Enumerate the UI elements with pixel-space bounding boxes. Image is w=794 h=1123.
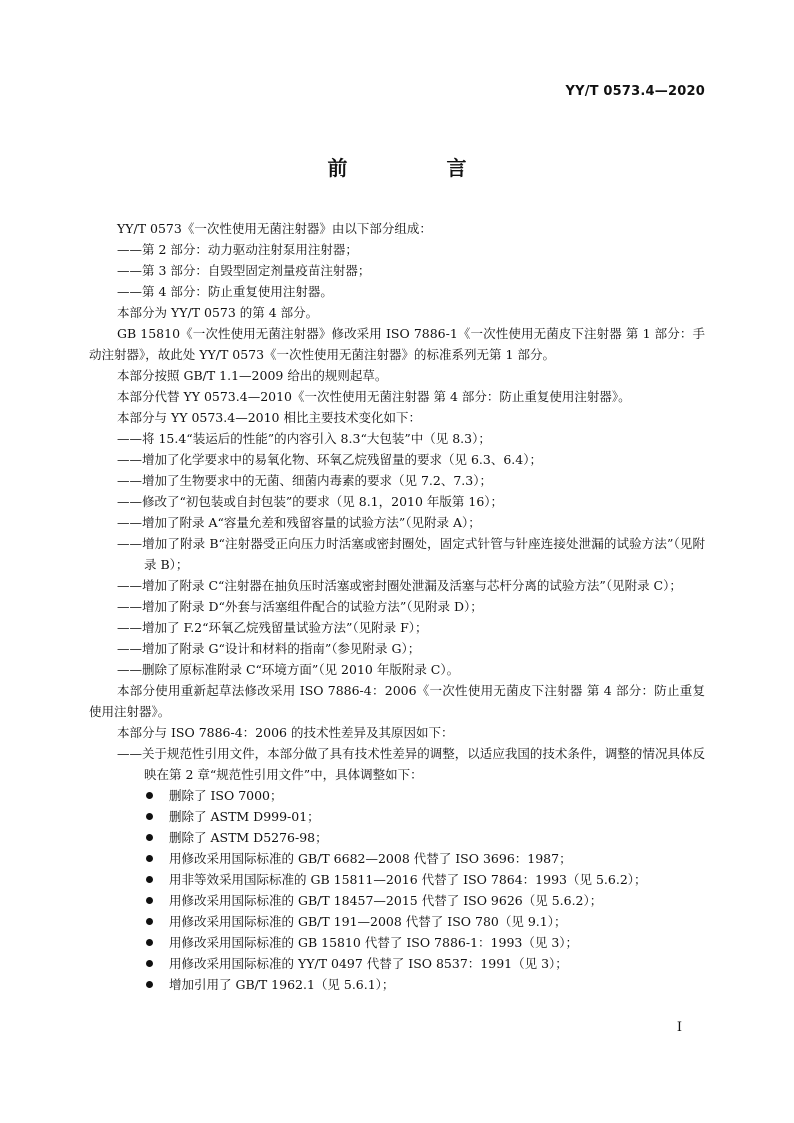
bullet-item [89,974,705,995]
bullet-item [89,785,705,806]
dash-list-item: ——关于规范性引用文件，本部分做了具有技术性差异的调整，以适应我国的技术条件，调整的情况具体反映在第 2 章“规范性引用文件”中，具体调整如下： [117,746,705,782]
bullet-dot-icon [146,876,153,883]
paragraph: 本部分使用重新起草法修改采用 ISO 7886-4：2006《一次性使用无菌皮下注射器 第 4 部分：防止重复使用注射器》。 [89,683,705,719]
paragraph: YY/T 0573《一次性使用无菌注射器》由以下部分组成： [117,221,432,236]
dash-list-item: ——增加了生物要求中的无菌、细菌内毒素的要求（见 7.2、7.3）； [117,473,492,488]
paragraph: 本部分与 YY 0573.4—2010 相比主要技术变化如下： [117,410,421,425]
paragraph: 本部分按照 GB/T 1.1—2009 给出的规则起草。 [117,368,388,383]
bullet-text: 增加引用了 GB/T 1962.1（见 5.6.1）； [169,977,395,992]
bullet-dot-icon [146,792,153,799]
paragraph: GB 15810《一次性使用无菌注射器》修改采用 ISO 7886-1《一次性使用无菌皮下注射器 第 1 部分：手动注射器》，故此处 YY/T 0573《一次性使用无菌注射器》的标准系列无第 1 部分。 [89,326,705,362]
dash-list-item: ——删除了原标准附录 C“环境方面”（见 2010 年版附录 C）。 [117,662,460,677]
dash-list-item: ——增加了附录 B“注射器受正向压力时活塞或密封圈处，固定式针管与针座连接处泄漏的试验方法”（见附录 B）； [117,536,705,572]
dash-list-item: ——增加了附录 A“容量允差和残留容量的试验方法”（见附录 A）； [117,515,481,530]
bullet-text: 删除了 ASTM D5276-98； [169,830,328,845]
paragraph: 本部分代替 YY 0573.4—2010《一次性使用无菌注射器 第 4 部分：防止重复使用注射器》。 [117,389,631,404]
dash-list-item: ——增加了附录 C“注射器在抽负压时活塞或密封圈处泄漏及活塞与芯杆分离的试验方法”（见附录 C）； [117,578,682,593]
bullet-text: 删除了 ASTM D999-01； [169,809,320,824]
bullet-dot-icon [146,897,153,904]
bullet-item [89,932,705,953]
bullet-text: 用修改采用国际标准的 YY/T 0497 代替了 ISO 8537：1991（见 3）； [169,956,568,971]
page-title: 前 言 [327,156,513,180]
bullet-item [89,827,705,848]
bullet-dot-icon [146,834,153,841]
bullet-item [89,953,705,974]
dash-list-item: ——增加了化学要求中的易氧化物、环氧乙烷残留量的要求（见 6.3、6.4）； [117,452,542,467]
bullet-dot-icon [146,918,153,925]
bullet-dot-icon [146,981,153,988]
bullet-dot-icon [146,855,153,862]
dash-list-item: ——第 3 部分：自毁型固定剂量疫苗注射器； [117,263,371,278]
bullet-text: 用修改采用国际标准的 GB 15810 代替了 ISO 7886-1：1993（见 3）； [169,935,579,950]
bullet-text: 用修改采用国际标准的 GB/T 191—2008 代替了 ISO 780（见 9.1）； [169,914,567,929]
bullet-dot-icon [146,813,153,820]
bullet-item [89,911,705,932]
dash-list-item: ——修改了“初包装或自封包装”的要求（见 8.1，2010 年版第 16）； [117,494,504,509]
page-number: I [676,1020,682,1035]
bullet-dot-icon [146,939,153,946]
bullet-dot-icon [146,960,153,967]
foreword-body [89,218,705,995]
bullet-text: 用修改采用国际标准的 GB/T 18457—2015 代替了 ISO 9626（见 5.6.2）； [169,893,603,908]
dash-list-item: ——增加了附录 G“设计和材料的指南”（参见附录 G）； [117,641,421,656]
standard-number: YY/T 0573.4—2020 [565,84,705,99]
bullet-item [89,806,705,827]
dash-list-item: ——第 2 部分：动力驱动注射泵用注射器； [117,242,358,257]
bullet-item [89,890,705,911]
bullet-text: 用非等效采用国际标准的 GB 15811—2016 代替了 ISO 7864：1993（见 5.6.2）； [169,872,647,887]
bullet-text: 用修改采用国际标准的 GB/T 6682—2008 代替了 ISO 3696：1987； [169,851,572,866]
dash-list-item: ——将 15.4“装运后的性能”的内容引入 8.3“大包装”中（见 8.3）； [117,431,491,446]
paragraph: 本部分与 ISO 7886-4：2006 的技术性差异及其原因如下： [117,725,454,740]
paragraph: 本部分为 YY/T 0573 的第 4 部分。 [117,305,319,320]
bullet-item [89,869,705,890]
dash-list-item: ——增加了 F.2“环氧乙烷残留量试验方法”（见附录 F）； [117,620,428,635]
dash-list-item: ——第 4 部分：防止重复使用注射器。 [117,284,333,299]
dash-list-item: ——增加了附录 D“外套与活塞组件配合的试验方法”（见附录 D）； [117,599,483,614]
bullet-item [89,848,705,869]
bullet-text: 删除了 ISO 7000； [169,788,283,803]
